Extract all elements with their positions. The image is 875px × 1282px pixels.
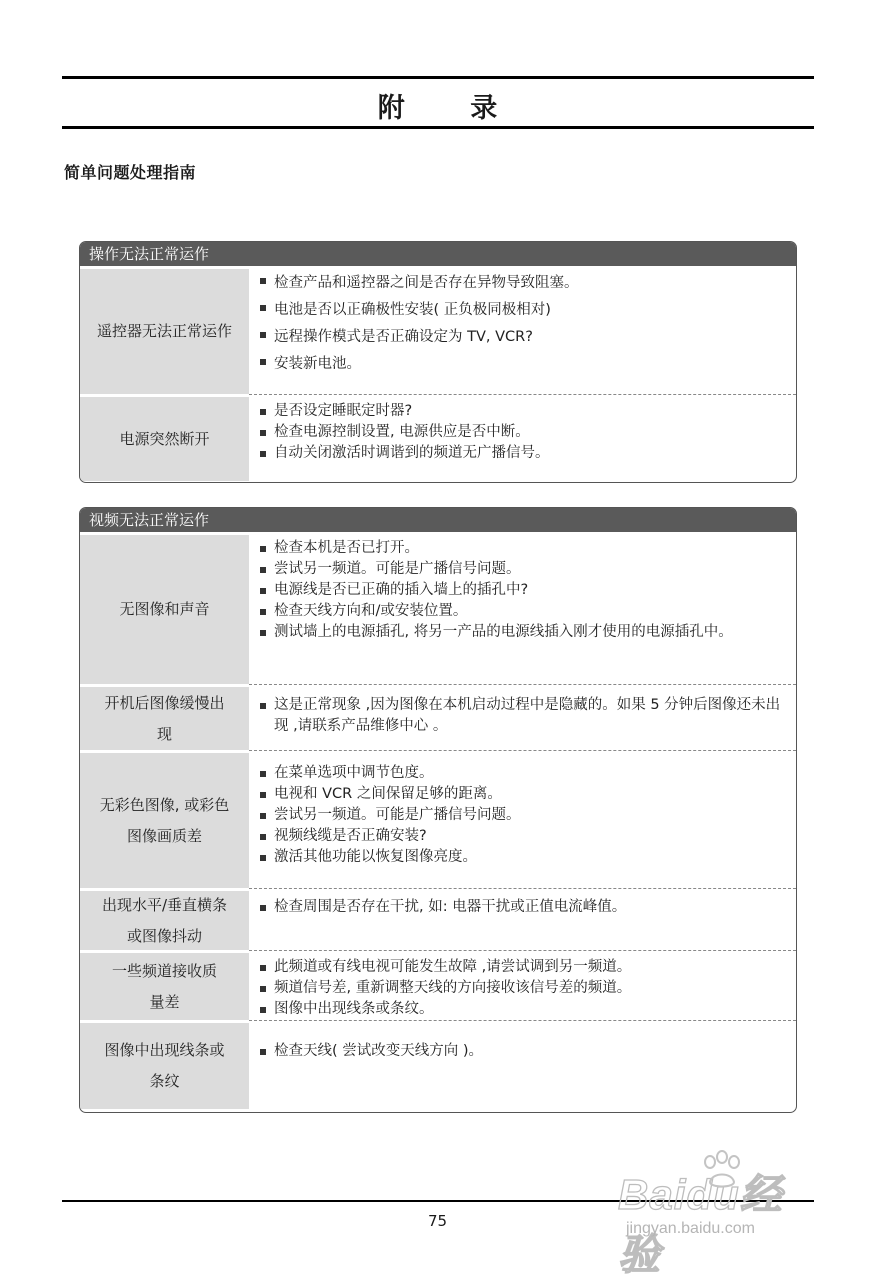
- table-row: [80, 684, 796, 750]
- table-row: [80, 266, 796, 394]
- solution-item: 尝试另一频道。可能是广播信号问题。: [259, 559, 788, 580]
- page-number: 75: [427, 1212, 448, 1230]
- solution-item: 频道信号差, 重新调整天线的方向接收该信号差的频道。: [259, 978, 788, 999]
- symptom-cell: 一些频道接收质量差: [80, 950, 249, 1020]
- title-top-rule: [62, 76, 814, 79]
- page-title: 附 录: [377, 93, 526, 124]
- solution-item: 检查天线( 尝试改变天线方向 )。: [259, 1041, 788, 1062]
- solution-cell: [249, 888, 796, 950]
- solution-item: 远程操作模式是否正确设定为 TV, VCR?: [259, 324, 788, 351]
- solution-cell: [249, 1020, 796, 1109]
- troubleshooting-table-operation: [79, 241, 797, 483]
- solution-cell: [249, 750, 796, 888]
- solution-item: 检查本机是否已打开。: [259, 538, 788, 559]
- solution-cell: [249, 684, 796, 750]
- solution-item: 检查电源控制设置, 电源供应是否中断。: [259, 422, 788, 443]
- symptom-cell: 无图像和声音: [80, 532, 249, 684]
- watermark-logo: Baidu经验: [618, 1171, 783, 1278]
- solution-cell: [249, 950, 796, 1020]
- symptom-cell: 图像中出现线条或条纹: [80, 1020, 249, 1109]
- solution-item: 是否设定睡眠定时器?: [259, 401, 788, 422]
- solution-cell: [249, 266, 796, 394]
- baidu-paw-icon: [700, 1150, 744, 1190]
- solution-item: 安装新电池。: [259, 351, 788, 378]
- solution-item: 电视和 VCR 之间保留足够的距离。: [259, 784, 788, 805]
- solution-item: 这是正常现象 ,因为图像在本机启动过程中是隐藏的。如果 5 分钟后图像还未出现 ,请联系产品维修中心 。: [259, 695, 788, 737]
- solution-item: 视频线缆是否正确安装?: [259, 826, 788, 847]
- table-row: [80, 394, 796, 481]
- solution-item: 检查天线方向和/或安装位置。: [259, 601, 788, 622]
- symptom-cell: 电源突然断开: [80, 394, 249, 481]
- solution-item: 电池是否以正确极性安装( 正负极同极相对): [259, 297, 788, 324]
- table-row: [80, 1020, 796, 1109]
- solution-item: 激活其他功能以恢复图像亮度。: [259, 847, 788, 868]
- solution-item: 测试墙上的电源插孔, 将另一产品的电源线插入刚才使用的电源插孔中。: [259, 622, 788, 643]
- table-row: [80, 950, 796, 1020]
- solution-item: 尝试另一频道。可能是广播信号问题。: [259, 805, 788, 826]
- solution-cell: [249, 532, 796, 684]
- solution-item: 图像中出现线条或条纹。: [259, 999, 788, 1020]
- solution-cell: [249, 394, 796, 481]
- solution-item: 检查周围是否存在干扰, 如: 电器干扰或正值电流峰值。: [259, 897, 788, 918]
- symptom-cell: 无彩色图像, 或彩色图像画质差: [80, 750, 249, 888]
- table-row: [80, 532, 796, 684]
- troubleshooting-table-video: [79, 507, 797, 1113]
- symptom-cell: 出现水平/垂直横条或图像抖动: [80, 888, 249, 950]
- table-header: 操作无法正常运作: [80, 242, 796, 266]
- solution-item: 检查产品和遥控器之间是否存在异物导致阻塞。: [259, 270, 788, 297]
- symptom-cell: 遥控器无法正常运作: [80, 266, 249, 394]
- solution-item: 电源线是否已正确的插入墙上的插孔中?: [259, 580, 788, 601]
- table-header: 视频无法正常运作: [80, 508, 796, 532]
- solution-item: 此频道或有线电视可能发生故障 ,请尝试调到另一频道。: [259, 957, 788, 978]
- watermark-url: jingyan.baidu.com: [626, 1220, 755, 1237]
- solution-item: 自动关闭激活时调谐到的频道无广播信号。: [259, 443, 788, 464]
- table-row: [80, 888, 796, 950]
- title-bottom-rule: [62, 126, 814, 129]
- section-heading: 简单问题处理指南: [64, 163, 197, 182]
- solution-item: 在菜单选项中调节色度。: [259, 763, 788, 784]
- baidu-jingyan-watermark: [612, 1148, 822, 1278]
- table-row: [80, 750, 796, 888]
- symptom-cell: 开机后图像缓慢出现: [80, 684, 249, 750]
